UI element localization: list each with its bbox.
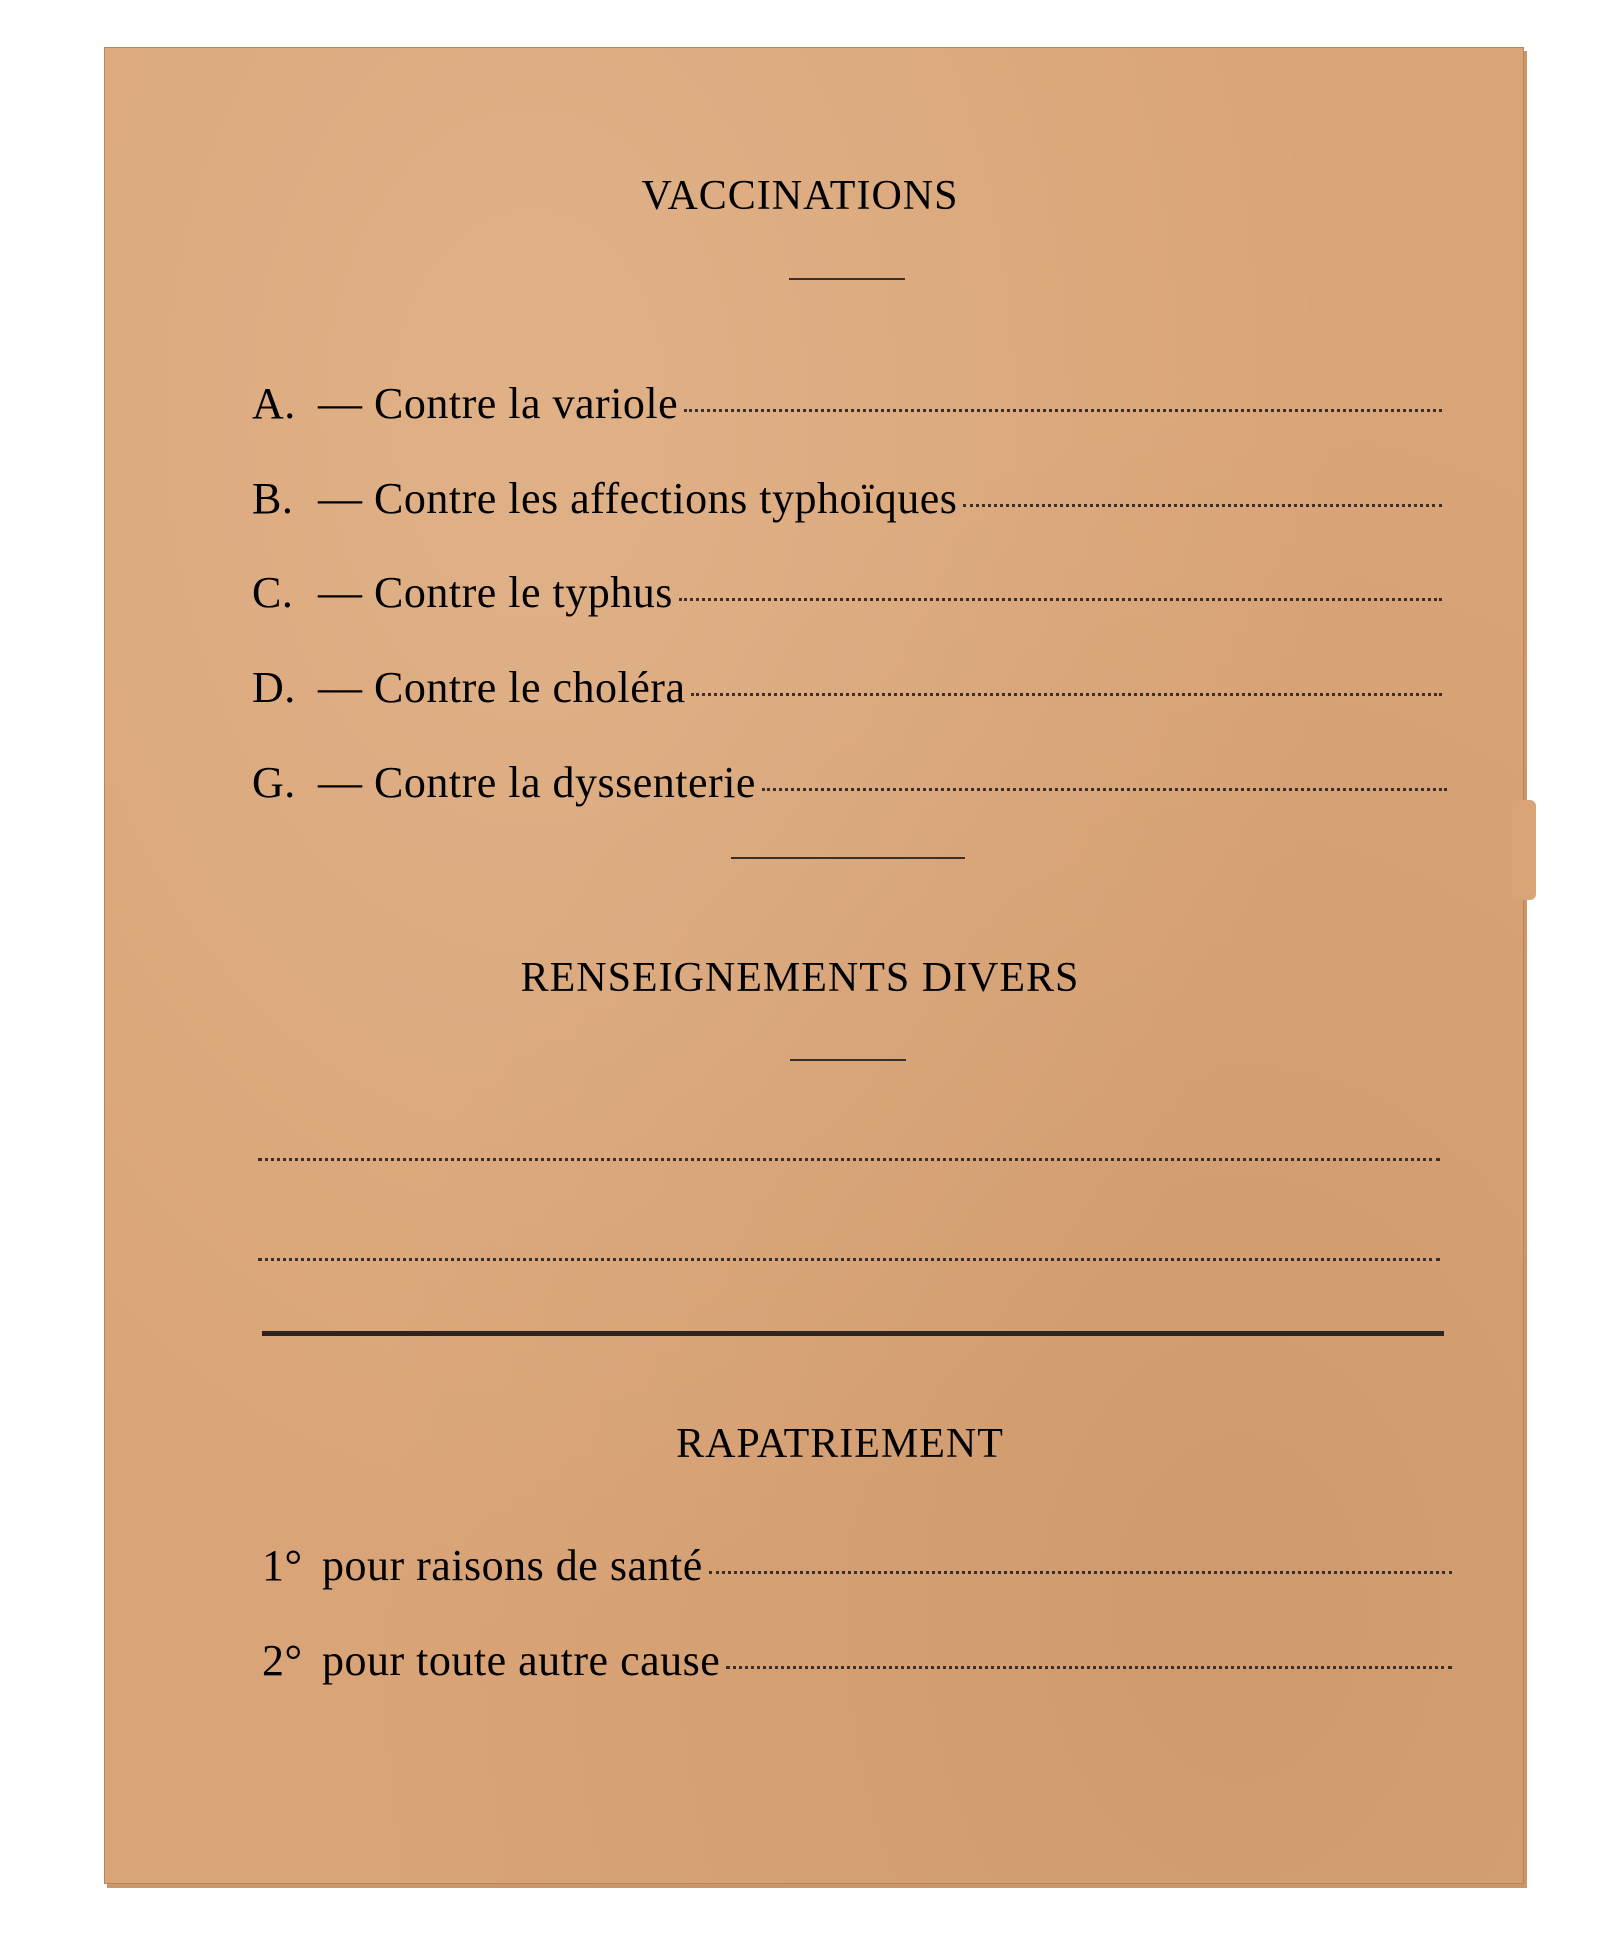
vaccination-label: — Contre la dyssenterie [318, 758, 756, 807]
rapatriement-entry-field[interactable] [709, 1571, 1452, 1574]
vaccination-letter: B. [252, 474, 294, 523]
vaccination-entry-field[interactable] [691, 693, 1442, 696]
renseignements-title: RENSEIGNEMENTS DIVERS [520, 955, 1080, 1001]
renseignements-title-rule [790, 1059, 906, 1061]
vaccination-entry-field[interactable] [684, 409, 1442, 412]
vaccination-label: — Contre la variole [318, 379, 679, 428]
renseignements-entry-line-1[interactable] [258, 1158, 1440, 1161]
section-thick-divider [262, 1331, 1444, 1336]
rapatriement-label: pour toute autre cause [322, 1636, 721, 1685]
rapatriement-number: 2° [262, 1636, 303, 1685]
vaccination-entry-field[interactable] [679, 598, 1442, 601]
vaccination-label: — Contre le choléra [318, 663, 686, 712]
vaccination-line-a [252, 378, 1442, 429]
rapatriement-line-2 [262, 1635, 1452, 1686]
vaccination-entry-field[interactable] [762, 788, 1447, 791]
vaccination-entry-field[interactable] [963, 504, 1442, 507]
vaccination-letter: A. [252, 379, 296, 428]
vaccination-letter: D. [252, 663, 296, 712]
renseignements-entry-line-2[interactable] [258, 1258, 1440, 1261]
vaccination-line-b [252, 473, 1442, 524]
section-divider [731, 857, 965, 859]
rapatriement-line-1 [262, 1540, 1452, 1591]
vaccination-letter: G. [252, 758, 296, 807]
rapatriement-title: RAPATRIEMENT [676, 1421, 1004, 1467]
vaccinations-title-rule [789, 278, 905, 280]
vaccinations-title: VACCINATIONS [641, 173, 959, 219]
vaccination-letter: C. [252, 568, 294, 617]
vaccination-label: — Contre les affections typhoïques [318, 474, 958, 523]
rapatriement-number: 1° [262, 1541, 303, 1590]
vaccination-label: — Contre le typhus [318, 568, 673, 617]
vaccination-line-c [252, 567, 1442, 618]
page-edge-fold [1512, 800, 1536, 900]
vaccination-line-g [252, 757, 1447, 808]
rapatriement-entry-field[interactable] [726, 1666, 1452, 1669]
vaccination-line-d [252, 662, 1442, 713]
rapatriement-label: pour raisons de santé [322, 1541, 703, 1590]
